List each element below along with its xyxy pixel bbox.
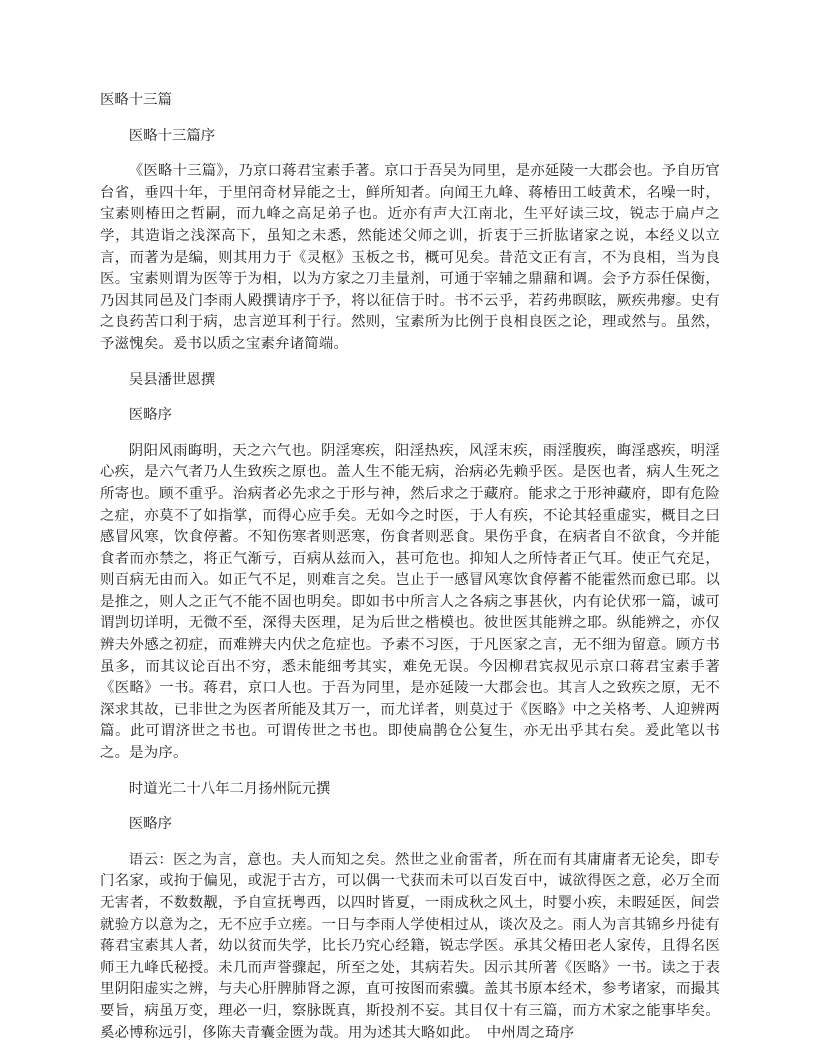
body-paragraph: 阴阳风雨晦明，天之六气也。阴淫寒疾，阳淫热疾，风淫末疾，雨淫腹疾，晦淫惑疾，明淫心疾，是六气者乃人生致疾之原也。盖人生不能无病，治病必先赖乎医。是医也者，病人生死之所寄也。顾不重乎。治病者必先求之于形与神，然后求之于藏府。能求之于形神藏府，即有危险之症，亦莫不了如指掌，而得心应手矣。无如今之时医，于人有疾，不论其轻重虚实，概目之曰感冒风寒，饮食停蓄。不知伤寒者则恶寒，伤食者则恶食。果伤乎食，在病者自不欲食，今并能食者而亦禁之，将正气渐亏，百病从兹而入，甚可危也。抑知人之所恃者正气耳。使正气充足，则百病无由而入。如正气不足，则难言之矣。岂止于一感冒风寒饮食停蓄不能霍然而愈已耶。以是推之，则人之正气不能不固也明矣。即如书中所言人之各病之事甚伙，内有论伏邪一篇，诚可谓剀切详明，无微不至，深得夫医理，足为后世之楷模也。彼世医其能辨之耶。纵能辨之，亦仅辨夫外感之初症，而难辨夫内伏之危症也。予素不习医，于凡医家之言，无不细为留意。顾方书虽多，而其议论百出不穷，悉未能细考其实，难免无误。今因柳君宾叔见示京口蒋君宝素手著《医略》一书。蒋君，京口人也。于吾为同里，是亦延陵一大郡会也。其言人之致疾之原，无不深求其故，已非世之为医者所能及其万一，而尤详者，则莫过于《医略》中之关格考、人迎辨两篇。此可谓济世之书也。可谓传世之书也。即使扁鹊仓公复生，亦无出乎其右矣。爰此笔以书之。是为序。 [100,442,720,762]
section-heading: 医略序 [128,816,172,833]
attribution-line: 时道光二十八年二月扬州阮元撰 [128,780,331,797]
body-paragraph: 《医略十三篇》，乃京口蒋君宝素手著。京口于吾吴为同里，是亦延陵一大郡会也。予自历官台省，垂四十年，于里闬奇材异能之士，鲜所知者。向闻王九峰、蒋椿田工岐黄术，名噪一时，宝素则椿田之哲嗣，而九峰之高足弟子也。近亦有声大江南北，生平好读三坟，锐志于扁卢之学，其造诣之浅深高下，虽知之未悉，然能述父师之训，折衷于三折肱诸家之说，本经义以立言，而著为是编，则其用力于《灵枢》玉板之书，概可见矣。昔范文正有言，不为良相，当为良医。宝素则谓为医等于为相，以为方家之刀圭量剂，可通于宰辅之鼎鼐和调。会予方忝任保衡，乃因其同邑及门李雨人殿撰请序于予，将以征信于时。书不云乎，若药弗瞑眩，厥疾弗瘳。史有之良药苦口利于病，忠言逆耳利于行。然则，宝素所为比例于良相良医之论，理或然与。虽然，予滋愧矣。爰书以质之宝素弁诸简端。 [100,163,720,352]
body-paragraph: 语云：医之为言，意也。夫人而知之矣。然世之业俞雷者，所在而有其庸庸者无论矣，即专门名家，或拘于偏见，或泥于古方，可以偶一弋获而未可以百发百中，诚欲得医之意，必万全而无害者，不数数觏，予自宣抚粤西，以四时皆夏，一雨成秋之风土，时婴小疾，未暇延医，间尝就验方以意为之，无不应手立瘥。一日与李雨人学使相过从，谈次及之。雨人为言其锦乡丹徒有蒋君宝素其人者，幼以贫而失学，比长乃究心经籍，锐志学医。承其父椿田老人家传，且得名医师王九峰氏秘授。未几而声誉骤起，所至之处，其病若失。因示其所著《医略》一书。读之于表里阴阳虚实之辨，与夫心肝脾肺肾之源，直可按图而索骥。盖其书原本经术，参考诸家，而撮其要旨，病虽万变，理必一归，察脉既真，斯投剂不妄。其目仅十有三篇，而方术家之能事毕矣。奚必博称远引，侈陈夫青囊金匮为哉。用为述其大略如此。 中州周之琦序 [100,851,720,1041]
section-heading: 医略十三篇序 [128,127,216,144]
section-heading: 医略序 [128,407,172,424]
document-page [100,90,720,1058]
attribution-line: 吴县潘世恩撰 [128,371,216,388]
document-title: 医略十三篇 [100,92,172,108]
document-body [100,126,720,1045]
